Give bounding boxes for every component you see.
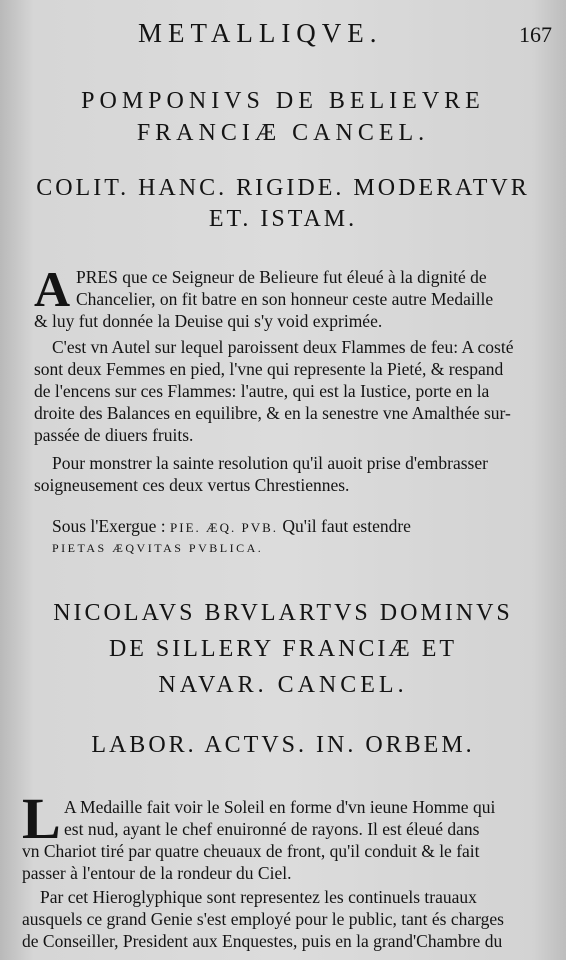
section1-paragraph3 [34,452,544,496]
section2-paragraph1-tail [22,840,546,884]
section1-motto-line1: COLIT. HANC. RIGIDE. MODERATVR [36,175,530,201]
section2-title-line2: DE SILLERY FRANCIÆ ET [108,636,458,662]
section1-paragraph1-tail [34,310,544,332]
text-line: A Medaille fait voir le Soleil en forme d'vn ieune Homme qui [64,797,496,817]
exergue-line [52,516,411,537]
exergue-expansion: PIETAS ÆQVITAS PVBLICA. [52,541,264,555]
text-line: passer à l'entour de la rondeur du Ciel. [22,863,292,883]
section2-dropcap: L [22,786,61,851]
text-line: vn Chariot tiré par quatre cheuaux de front, qu'il conduit & le fait [22,841,480,861]
section1-motto-line2: ET. ISTAM. [208,206,358,232]
section1-dropcap: A [34,261,71,317]
section1-title-line2: FRANCIÆ CANCEL. [136,120,430,146]
text-line: Chancelier, on fit batre en son honneur ceste autre Medaille [76,289,494,309]
section1-paragraph2 [34,336,544,446]
page-number: 167 [519,22,552,47]
exergue-prefix: Sous l'Exergue : [52,516,166,536]
running-title: METALLIQVE. [138,18,383,48]
section2-motto: LABOR. ACTVS. IN. ORBEM. [91,732,475,758]
text-line: droite des Balances en equilibre, & en la senestre vne Amalthée sur- [34,403,511,423]
text-line: soigneusement ces deux vertus Chrestiennes. [34,475,350,495]
text-line: C'est vn Autel sur lequel paroissent deux Flammes de feu: A costé [52,337,514,357]
text-line: de l'encens sur ces Flammes: l'autre, qui est la Iustice, porte en la [34,381,490,401]
section2-title-line3: NAVAR. CANCEL. [158,672,408,698]
section2-paragraph2 [22,886,546,952]
exergue-suffix: Qu'il faut estendre [282,516,411,536]
text-line: Par cet Hieroglyphique sont representez les continuels trauaux [40,887,477,907]
text-line: PRES que ce Seigneur de Belieure fut éleué à la dignité de [76,267,487,287]
text-line: & luy fut donnée la Deuise qui s'y void exprimée. [34,311,383,331]
text-line: sont deux Femmes en pied, l'vne qui represente la Pieté, & respand [34,359,504,379]
section2-title-line1: NICOLAVS BRVLARTVS DOMINVS [53,600,513,626]
text-line: passée de diuers fruits. [34,425,194,445]
text-line: est nud, ayant le chef enuironné de rayons. Il est éleué dans [64,819,480,839]
text-line: Pour monstrer la sainte resolution qu'il auoit prise d'embrasser [52,453,488,473]
section2-paragraph1 [64,796,546,840]
text-line: de Conseiller, President aux Enquestes, puis en la grand'Chambre du [22,931,503,951]
text-line: ausquels ce grand Genie s'est employé pour le public, tant és charges [22,909,504,929]
section1-title-line1: POMPONIVS DE BELIEVRE [81,88,485,114]
exergue-abbreviation: PIE. ÆQ. PVB. [170,520,279,535]
section1-paragraph1 [76,266,546,310]
